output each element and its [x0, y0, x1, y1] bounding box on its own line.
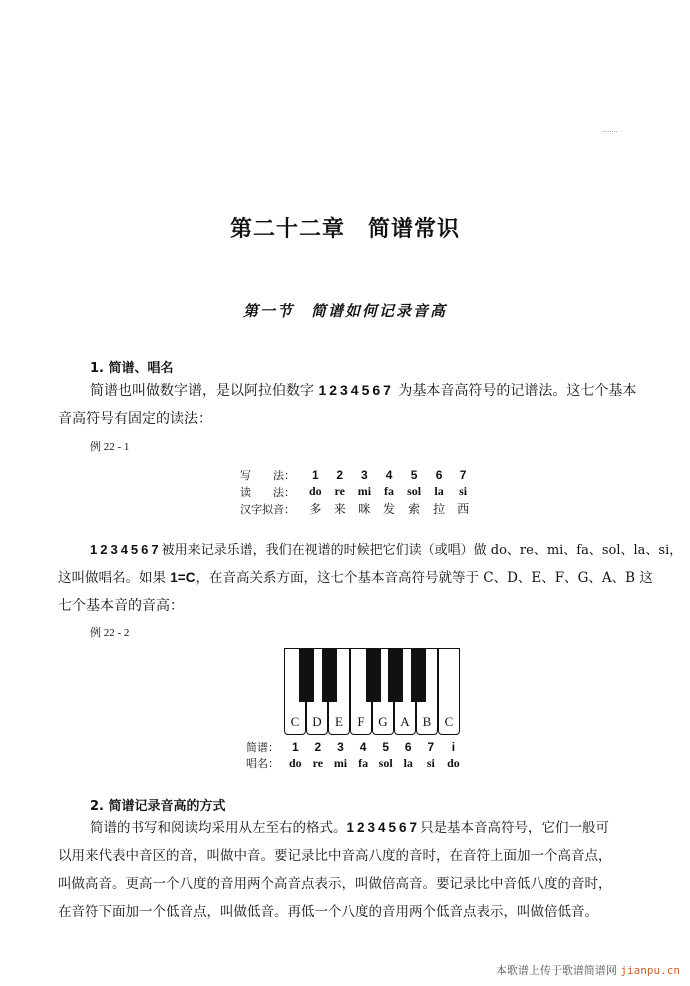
numbers: 1234567	[346, 820, 421, 835]
piano-labels	[246, 739, 465, 771]
example-label: 例 22 - 2	[90, 627, 130, 639]
key-signature: 1=C	[170, 570, 196, 585]
numbers: 1234567	[90, 542, 162, 557]
numbers: 1234567	[318, 382, 394, 398]
example-label: 例 22 - 1	[90, 441, 130, 453]
part1-para1-line1	[90, 375, 636, 406]
white-key: B	[416, 648, 438, 735]
reading-table	[234, 466, 475, 517]
watermark-site-link[interactable]: jianpu.cn	[620, 964, 680, 977]
white-key: C	[284, 648, 306, 735]
changming-row: 唱名： do re mi fa sol la si do	[246, 755, 460, 770]
part1-para2-line2: 这叫做唱名。如果 1=C，在音高关系方面，这七个基本音高符号就等于 C、D、E、F、G、A、B 这	[58, 570, 653, 586]
white-key: A	[394, 648, 416, 735]
part2-line4: 在音符下面加一个低音点，叫做低音。再低一个八度的音用两个低音点表示，叫做倍低音。	[58, 904, 598, 920]
white-key: G	[372, 648, 394, 735]
table-row-hanzi: 汉字拟音： 多 来 咪 发 索 拉 西	[240, 502, 470, 516]
black-key	[411, 648, 426, 702]
table-row-writing: 写 法： 1 2 3 4 5 6 7	[240, 467, 467, 482]
text: 为基本音高符号的记谱法。这七个基本	[393, 383, 637, 399]
part2-line3: 叫做高音。更高一个八度的音用两个高音点表示，叫做倍高音。要记录比中音低八度的音时，	[58, 876, 612, 892]
part2-line1: 简谱的书写和阅读均采用从左至右的格式。1234567只是基本音高符号，它们一般可	[90, 820, 610, 836]
table-row-reading: 读 法： do re mi fa sol la si	[240, 484, 468, 499]
white-key: D	[306, 648, 328, 735]
black-key	[299, 648, 314, 702]
part2-line2: 以用来代表中音区的音，叫做中音。要记录比中音高八度的音时，在音符上面加一个高音点，	[58, 848, 612, 864]
part1-para1-line2: 音高符号有固定的读法：	[58, 411, 212, 427]
part1-para2-line1	[90, 535, 682, 566]
black-key	[388, 648, 403, 702]
black-key	[366, 648, 381, 702]
section-title: 第一节 简谱如何记录音高	[242, 302, 447, 320]
text: 简谱也叫做数字谱，是以阿拉伯数字	[90, 383, 319, 399]
part2-heading: 2. 简谱记录音高的方式	[90, 799, 226, 814]
chapter-title: 第二十二章 简谱常识	[229, 217, 460, 242]
part1-heading: 1. 简谱、唱名	[90, 361, 174, 376]
watermark: 本歌谱上传于歌谱简谱网 jianpu.cn	[495, 964, 680, 977]
white-key: E	[328, 648, 350, 735]
text: 被用来记录乐谱，我们在视谱的时候把它们读（或唱）做 do、re、mi、fa、sol、la、si，	[161, 543, 683, 558]
white-key: F	[350, 648, 372, 735]
white-key: C	[438, 648, 460, 735]
black-key	[322, 648, 337, 702]
jianpu-row: 简谱： 1 2 3 4 5 6 7 i	[246, 739, 465, 755]
part1-para2-line3: 七个基本音的音高：	[58, 598, 184, 614]
piano-keyboard-diagram	[284, 648, 465, 737]
high-do: i	[451, 740, 456, 754]
scan-speck	[603, 131, 617, 134]
